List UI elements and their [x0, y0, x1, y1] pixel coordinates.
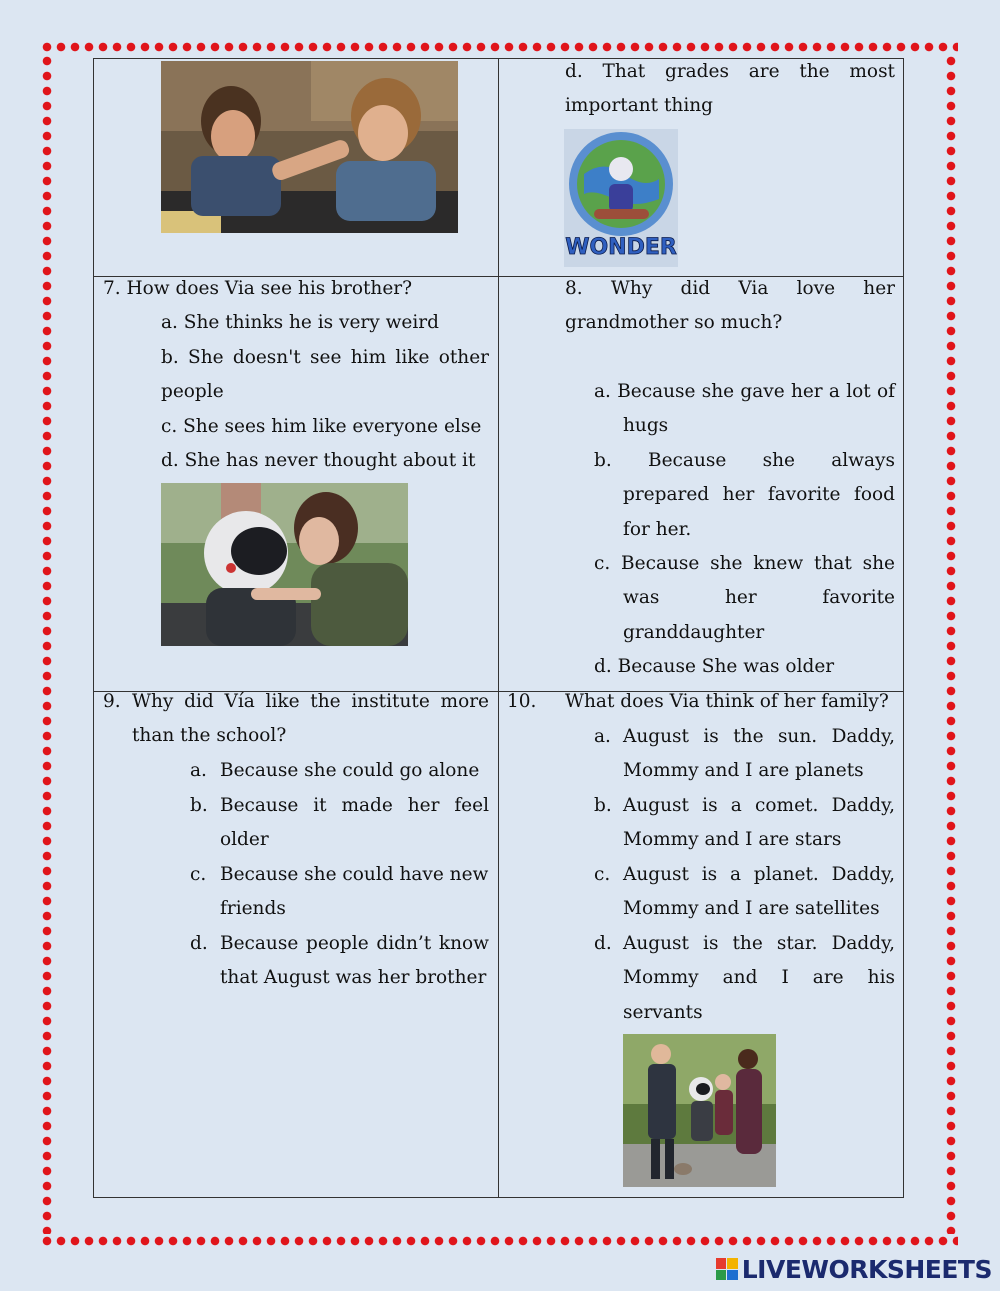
q10-option-c-letter: c.: [594, 864, 611, 885]
q10-question: What does Via think of her family?: [565, 691, 889, 712]
q8-option-a: a. Because she gave her a lot of hugs: [594, 381, 895, 437]
q8-question-line1: 8. Why did Via love her: [565, 278, 895, 299]
q9-option-d-letter: d.: [190, 933, 208, 954]
q7-option-b: b. She doesn't see him like other people: [161, 347, 489, 403]
q10-option-d: August is the star. Daddy, Mommy and I are his servants: [623, 933, 895, 1023]
q9-option-d: Because people didn’t know that August was her brother: [220, 933, 489, 989]
liveworksheets-logo: [716, 1253, 992, 1285]
arm-wrestling-photo: [161, 61, 458, 233]
q9-option-a: Because she could go alone: [220, 760, 480, 781]
q9-option-c-letter: c.: [190, 864, 207, 885]
family-walking-photo: [623, 1034, 776, 1187]
q8-option-d: d. Because She was older: [594, 656, 835, 677]
wonder-title: WONDER: [565, 235, 677, 260]
q10-option-a: August is the sun. Daddy, Mommy and I are planets: [623, 726, 895, 782]
q9-option-a-letter: a.: [190, 760, 207, 781]
q8-question-line2: grandmother so much?: [565, 312, 783, 333]
border-top: [40, 40, 958, 54]
brand-name: LIVEWORKSHEETS: [741, 1254, 992, 1284]
q6-option-d-line2: important thing: [565, 95, 713, 116]
q9-option-c: Because she could have new friends: [220, 864, 489, 920]
q9-number: 9.: [103, 691, 121, 712]
astronaut-helmet-photo: [161, 483, 408, 646]
q7-option-d: d. She has never thought about it: [161, 450, 476, 471]
q9-question: Why did Vía like the institute more than the school?: [132, 691, 489, 747]
q9-option-b: Because it made her feel older: [220, 795, 489, 851]
border-bottom: [40, 1234, 958, 1248]
worksheet-table: [93, 58, 904, 1198]
column-divider: [498, 59, 499, 1197]
q10-option-b: August is a comet. Daddy, Mommy and I are stars: [623, 795, 895, 851]
q8-option-b: b. Because she always prepared her favorite food for her.: [594, 450, 895, 540]
wonder-poster: [564, 129, 678, 267]
q10-option-c: August is a planet. Daddy, Mommy and I are satellites: [623, 864, 895, 920]
border-left: [40, 54, 54, 1234]
q7-option-c: c. She sees him like everyone else: [161, 416, 482, 437]
q8-option-c: c. Because she knew that she was her favorite granddaughter: [594, 553, 895, 643]
q10-option-d-letter: d.: [594, 933, 612, 954]
q6-option-d-line1: d. That grades are the most: [565, 61, 895, 82]
q7-option-a: a. She thinks he is very weird: [161, 312, 439, 333]
logo-icon: [716, 1258, 738, 1280]
q10-number: 10.: [507, 691, 537, 712]
q7-question: 7. How does Via see his brother?: [103, 278, 413, 299]
q10-option-b-letter: b.: [594, 795, 612, 816]
border-right: [944, 54, 958, 1234]
q9-option-b-letter: b.: [190, 795, 208, 816]
q10-option-a-letter: a.: [594, 726, 611, 747]
